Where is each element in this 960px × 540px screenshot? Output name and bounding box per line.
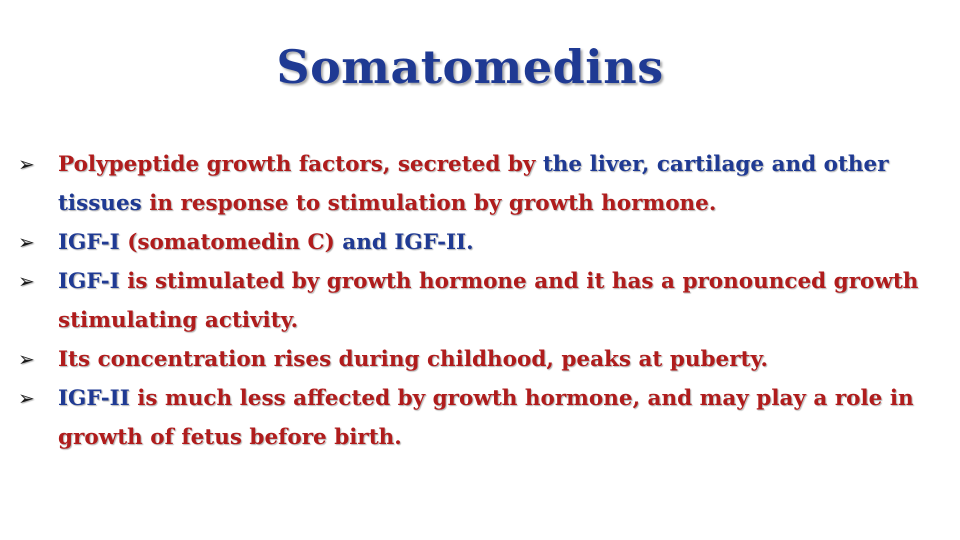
bullet-list — [18, 145, 926, 457]
bullet-text-segment: is much less affected by growth hormone, and may play a role in growth of fetus before birth. — [58, 386, 914, 450]
arrow-bullet-icon: ➢ — [18, 230, 35, 254]
bullet-text-segment: IGF-I — [58, 230, 128, 255]
bullet-item — [18, 340, 926, 379]
arrow-bullet-icon: ➢ — [18, 386, 35, 410]
bullet-text-segment: (somatomedin C) — [127, 230, 343, 255]
arrow-bullet-icon: ➢ — [18, 152, 35, 176]
bullet-item — [18, 223, 926, 262]
bullet-text-segment: IGF-I — [58, 269, 128, 294]
bullet-text-segment: and IGF-II. — [342, 230, 474, 255]
bullet-text-segment: Polypeptide growth factors, secreted by — [58, 152, 543, 177]
bullet-text-segment: Its concentration rises during childhood, peaks at puberty. — [58, 347, 768, 372]
bullet-text-segment: IGF-II — [58, 386, 138, 411]
bullet-text-segment: is stimulated by growth hormone and it has a pronounced growth stimulating activity. — [58, 269, 919, 333]
slide-title: Somatomedins — [276, 40, 664, 94]
arrow-bullet-icon: ➢ — [18, 347, 35, 371]
bullet-item — [18, 262, 926, 340]
bullet-item — [18, 145, 926, 223]
bullet-text-segment: in response to stimulation by growth hormone. — [149, 191, 717, 216]
bullet-text-segment: the liver, cartilage and other tissues — [58, 152, 889, 216]
bullet-item — [18, 379, 926, 457]
arrow-bullet-icon: ➢ — [18, 269, 35, 293]
